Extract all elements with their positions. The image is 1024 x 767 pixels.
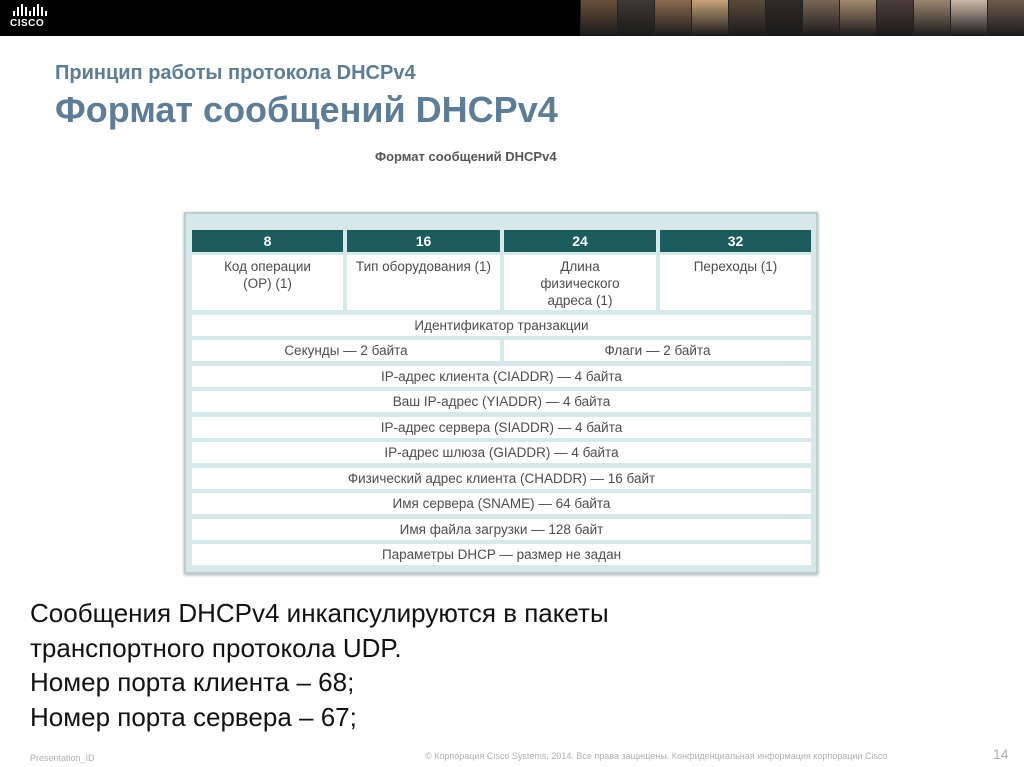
header-photo [654,0,691,36]
field-sname: Имя сервера (SNAME) — 64 байта [192,493,811,514]
field-flags: Флаги — 2 байта [504,340,811,361]
field-hops: Переходы (1) [660,255,811,310]
header-photo-strip [580,0,1024,36]
field-chaddr: Физический адрес клиента (CHADDR) — 16 байт [192,468,811,489]
header-cell-32: 32 [660,230,811,252]
field-options: Параметры DHCP — размер не задан [192,544,811,565]
header-photo [913,0,950,36]
field-xid: Идентификатор транзакции [192,315,811,336]
header-photo [987,0,1024,36]
field-secs: Секунды — 2 байта [192,340,500,361]
field-op: Код операции (OP) (1) [192,255,343,310]
body-text [30,596,930,734]
body-line-1: Сообщения DHCPv4 инкапсулируются в пакеты [30,598,609,628]
header-cell-16: 16 [347,230,500,252]
header-photo [617,0,654,36]
body-line-3: Номер порта клиента – 68; [30,667,355,697]
header-photo [839,0,876,36]
slide-title: Формат сообщений DHCPv4 [55,89,558,130]
header-photo [802,0,839,36]
slide-subtitle: Принцип работы протокола DHCPv4 [55,62,416,84]
body-line-4: Номер порта сервера – 67; [30,701,357,732]
field-htype: Тип оборудования (1) [347,255,500,310]
header-bar [0,0,1024,36]
page-number: 14 [993,746,1009,762]
header-photo [765,0,802,36]
field-file: Имя файла загрузки — 128 байт [192,519,811,540]
footer-presentation-id: Presentation_ID [30,753,95,763]
header-cell-8: 8 [192,230,343,252]
body-line-2: транспортного протокола UDP. [30,632,402,663]
cisco-logo [10,4,60,32]
cisco-logo-bars-icon [13,4,60,16]
dhcp-format-table [184,212,818,574]
figure-caption: Формат сообщений DHCPv4 [375,149,557,164]
field-yiaddr: Ваш IP-адрес (YIADDR) — 4 байта [192,391,811,412]
footer-copyright: © Корпорация Cisco Systems, 2014. Все права защищены. Конфиденциальная информация корпорации Cisco [425,751,888,761]
field-ciaddr: IP-адрес клиента (CIADDR) — 4 байта [192,366,811,387]
header-cell-24: 24 [504,230,656,252]
header-photo [691,0,728,36]
header-photo [728,0,765,36]
header-photo [876,0,913,36]
header-photo [950,0,987,36]
logo-text: CISCO [10,18,45,29]
field-hlen: Длина физического адреса (1) [504,255,656,310]
field-giaddr: IP-адрес шлюза (GIADDR) — 4 байта [192,442,811,463]
field-siaddr: IP-адрес сервера (SIADDR) — 4 байта [192,417,811,438]
header-photo [580,0,617,36]
